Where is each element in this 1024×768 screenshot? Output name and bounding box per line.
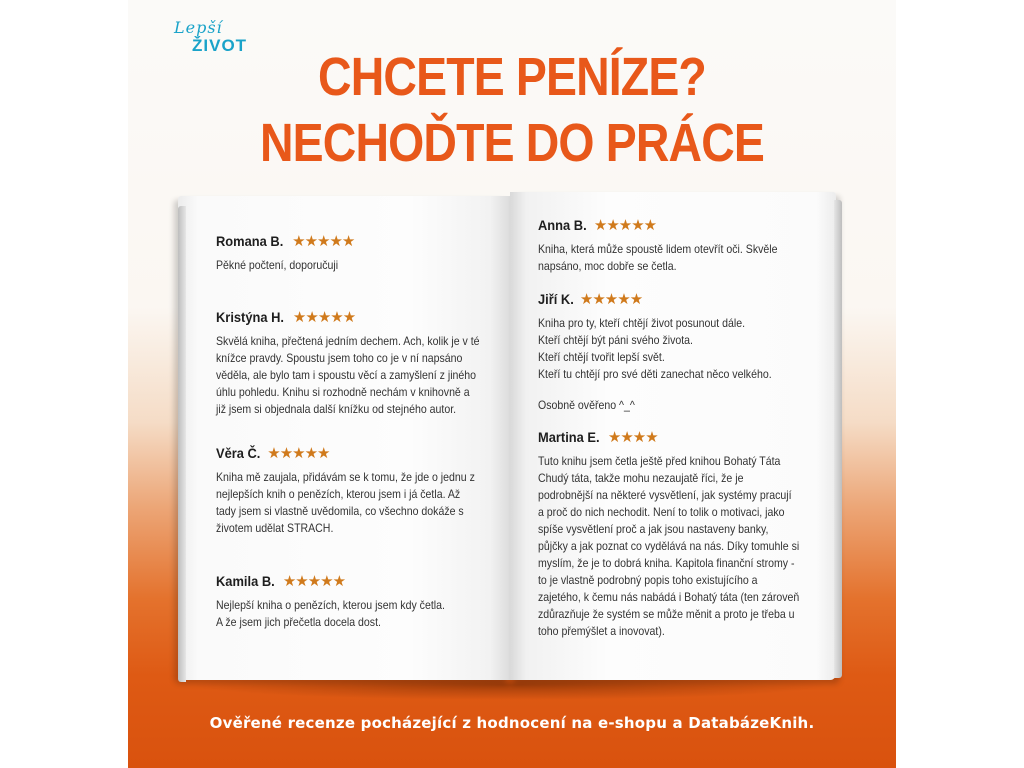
right-page-edge <box>834 200 842 678</box>
review-line: již jsem si objednala další knížku od stejného autor. <box>216 402 457 416</box>
poster <box>128 0 896 768</box>
star-rating-icon: ★★★★★ <box>292 309 356 326</box>
right-page <box>510 192 836 680</box>
reviewer-name: Jiří K. <box>538 291 574 307</box>
review-kristyna <box>216 308 516 418</box>
reviewer-name: Kristýna H. <box>216 309 285 325</box>
review-line: Chudý táta, takže mohu nezaujatě říci, že je <box>538 471 744 485</box>
open-book <box>172 190 852 700</box>
review-text <box>216 469 510 537</box>
review-line: tady jsem si vlastně uvědomila, co všechno dokáže s <box>216 504 464 518</box>
headline-line1: CHCETE PENÍZE? <box>318 47 706 107</box>
review-line: zdůrazňuje že systém se může měnit a proto je třeba u <box>538 607 795 621</box>
review-line: Osobně ověřeno ^_^ <box>538 398 635 412</box>
review-text <box>216 257 355 274</box>
review-line: půjčky a jak poznat co vydělává na nás. Díky tomuhle si <box>538 539 800 553</box>
review-line: A že jsem jich přečetla docela dost. <box>216 615 381 629</box>
review-jiri <box>538 290 804 414</box>
review-vera <box>216 444 510 537</box>
review-text <box>538 241 810 275</box>
left-page <box>178 196 510 680</box>
review-line: Kteří chtějí být páni svého života. <box>538 333 693 347</box>
review-line: věděla, ale bylo tam i spoustu věcí a zamyšlení z jiného <box>216 368 477 382</box>
review-line: Kteří tu chtějí pro své děti zanechat něco velkého. <box>538 367 772 381</box>
review-line: napsáno, moc dobře se četla. <box>538 259 677 273</box>
logo-line1: Lepší <box>174 18 223 37</box>
review-line: to je vlastně podrobný popis toho existujícího a <box>538 573 758 587</box>
star-rating-icon: ★★★★★ <box>282 573 346 590</box>
review-line: Nejlepší kniha o penězích, kterou jsem kdy četla. <box>216 598 445 612</box>
review-line: podrobnější na některé vysvětlení, jak systémy pracují <box>538 488 792 502</box>
review-martina <box>538 428 835 640</box>
review-line: zajetého, k čemu nás nabádá i Bohatý táta (ten zároveň <box>538 590 800 604</box>
left-page-edge <box>178 206 186 682</box>
review-line: knížce pravdy. Spoustu jsem toho co je v ní napsáno <box>216 351 463 365</box>
star-rating-icon: ★★★★★ <box>579 291 643 308</box>
review-kamila <box>216 572 476 631</box>
review-text <box>538 315 804 414</box>
review-line: myslím, že je to dobrá kniha. Kapitola finanční stromy - <box>538 556 795 570</box>
logo-line2: ŽIVOT <box>192 36 248 55</box>
review-line: úhlu pohledu. Knihu si rozhodně nechám v knihovně a <box>216 385 470 399</box>
review-anna <box>538 216 810 275</box>
star-rating-icon: ★★★★ <box>607 429 658 446</box>
review-line: Kniha pro ty, kteří chtějí život posunout dále. <box>538 316 746 330</box>
review-text <box>216 333 516 418</box>
review-line: Skvělá kniha, přečtená jedním dechem. Ach, kolik je v té <box>216 334 480 348</box>
reviewer-name: Kamila B. <box>216 573 275 589</box>
review-text <box>538 453 835 640</box>
review-line: Pěkné počtení, doporučuji <box>216 258 339 272</box>
review-text <box>216 597 476 631</box>
review-romana <box>216 232 355 274</box>
review-line: Kniha mě zaujala, přidávám se k tomu, že jde o jednu z <box>216 470 475 484</box>
review-line: Kteří chtějí tvořit lepší svět. <box>538 350 665 364</box>
star-rating-icon: ★★★★★ <box>292 233 355 250</box>
review-line: spíše vysvětlení proč a jak jsou nastaveny banky, <box>538 522 769 536</box>
footer-note: Ověřené recenze pocházející z hodnocení na e-shopu a DatabázeKnih. <box>209 714 815 732</box>
reviewer-name: Romana B. <box>216 233 284 249</box>
star-rating-icon: ★★★★★ <box>267 445 330 462</box>
review-line: životem udělat STRACH. <box>216 521 334 535</box>
review-line <box>538 383 772 397</box>
review-line: toho přemýšlet a inovovat). <box>538 624 665 638</box>
review-line: a proč do nich nechodit. Není to tolik o motivaci, jako <box>538 505 785 519</box>
headline-line2: NECHOĎTE DO PRÁCE <box>259 113 764 173</box>
star-rating-icon: ★★★★★ <box>593 217 657 234</box>
review-line: Kniha, která může spoustě lidem otevřít oči. Skvěle <box>538 242 778 256</box>
reviewer-name: Věra Č. <box>216 445 261 461</box>
review-line: Tuto knihu jsem četla ještě před knihou Bohatý Táta <box>538 454 781 468</box>
review-line: nejlepších knih o penězích, kterou jsem i já četla. Až <box>216 487 461 501</box>
reviewer-name: Martina E. <box>538 429 600 445</box>
reviewer-name: Anna B. <box>538 217 587 233</box>
